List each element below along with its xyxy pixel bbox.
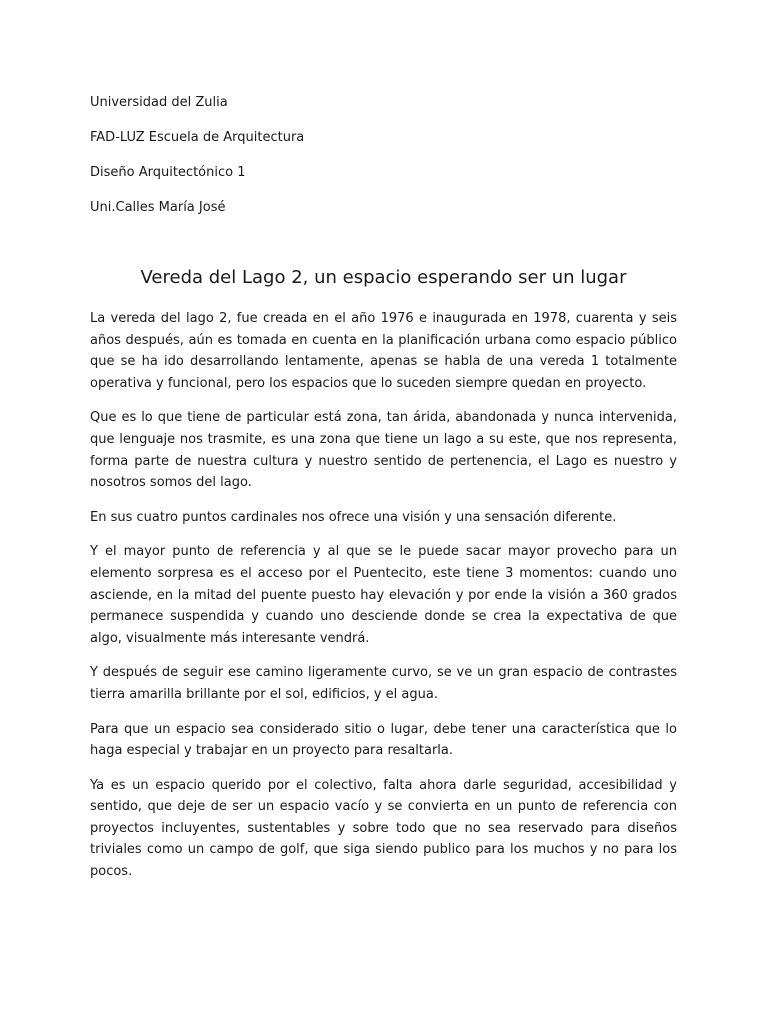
paragraph-4: Y el mayor punto de referencia y al que se le puede sacar mayor provecho para un elemento sorpresa es el acceso por el Puentecito, este tiene 3 momentos: cuando uno asciende, en la mitad del puente puesto hay elevación y por ende la visión a 360 grados permanece suspendida y cuando uno desciende donde se crea la expectativa de que algo, visualmente más interesante vendrá.	[90, 544, 677, 646]
document-header	[90, 94, 690, 234]
paragraph-7: Ya es un espacio querido por el colectivo, falta ahora darle seguridad, accesibilidad y sentido, que deje de ser un espacio vacío y se convierta en un punto de referencia con proyectos incluyentes, sustentables y sobre todo que no sea reservado para diseños triviales como un campo de golf, que siga siendo publico para los muchos y no para los pocos.	[90, 777, 677, 880]
course-name: Diseño Arquitectónico 1	[90, 165, 246, 180]
author-name: Uni.Calles María José	[90, 200, 226, 215]
document-body	[90, 308, 677, 896]
paragraph-1: La vereda del lago 2, fue creada en el año 1976 e inaugurada en 1978, cuarenta y seis años después, aún es tomada en cuenta en la planificación urbana como espacio público que se ha ido desarrollando lentamente, apenas se habla de una vereda 1 totalmente operativa y funcional, pero los espacios que lo suceden siempre quedan en proyecto.	[90, 311, 677, 391]
university-name: Universidad del Zulia	[90, 95, 228, 110]
paragraph-5: Y después de seguir ese camino ligeramente curvo, se ve un gran espacio de contrastes tierra amarilla brillante por el sol, edificios, y el agua.	[90, 665, 677, 702]
document-title: Vereda del Lago 2, un espacio esperando ser un lugar	[140, 267, 627, 288]
paragraph-2: Que es lo que tiene de particular está zona, tan árida, abandonada y nunca intervenida, que lenguaje nos trasmite, es una zona que tiene un lago a su este, que nos representa, forma parte de nuestra cultura y nuestro sentido de pertenencia, el Lago es nuestro y nosotros somos del lago.	[90, 410, 677, 491]
school-name: FAD-LUZ Escuela de Arquitectura	[90, 130, 305, 145]
paragraph-3: En sus cuatro puntos cardinales nos ofrece una visión y una sensación diferente.	[90, 509, 617, 525]
paragraph-6: Para que un espacio sea considerado sitio o lugar, debe tener una característica que lo haga especial y trabajar en un proyecto para resaltarla.	[90, 721, 677, 759]
